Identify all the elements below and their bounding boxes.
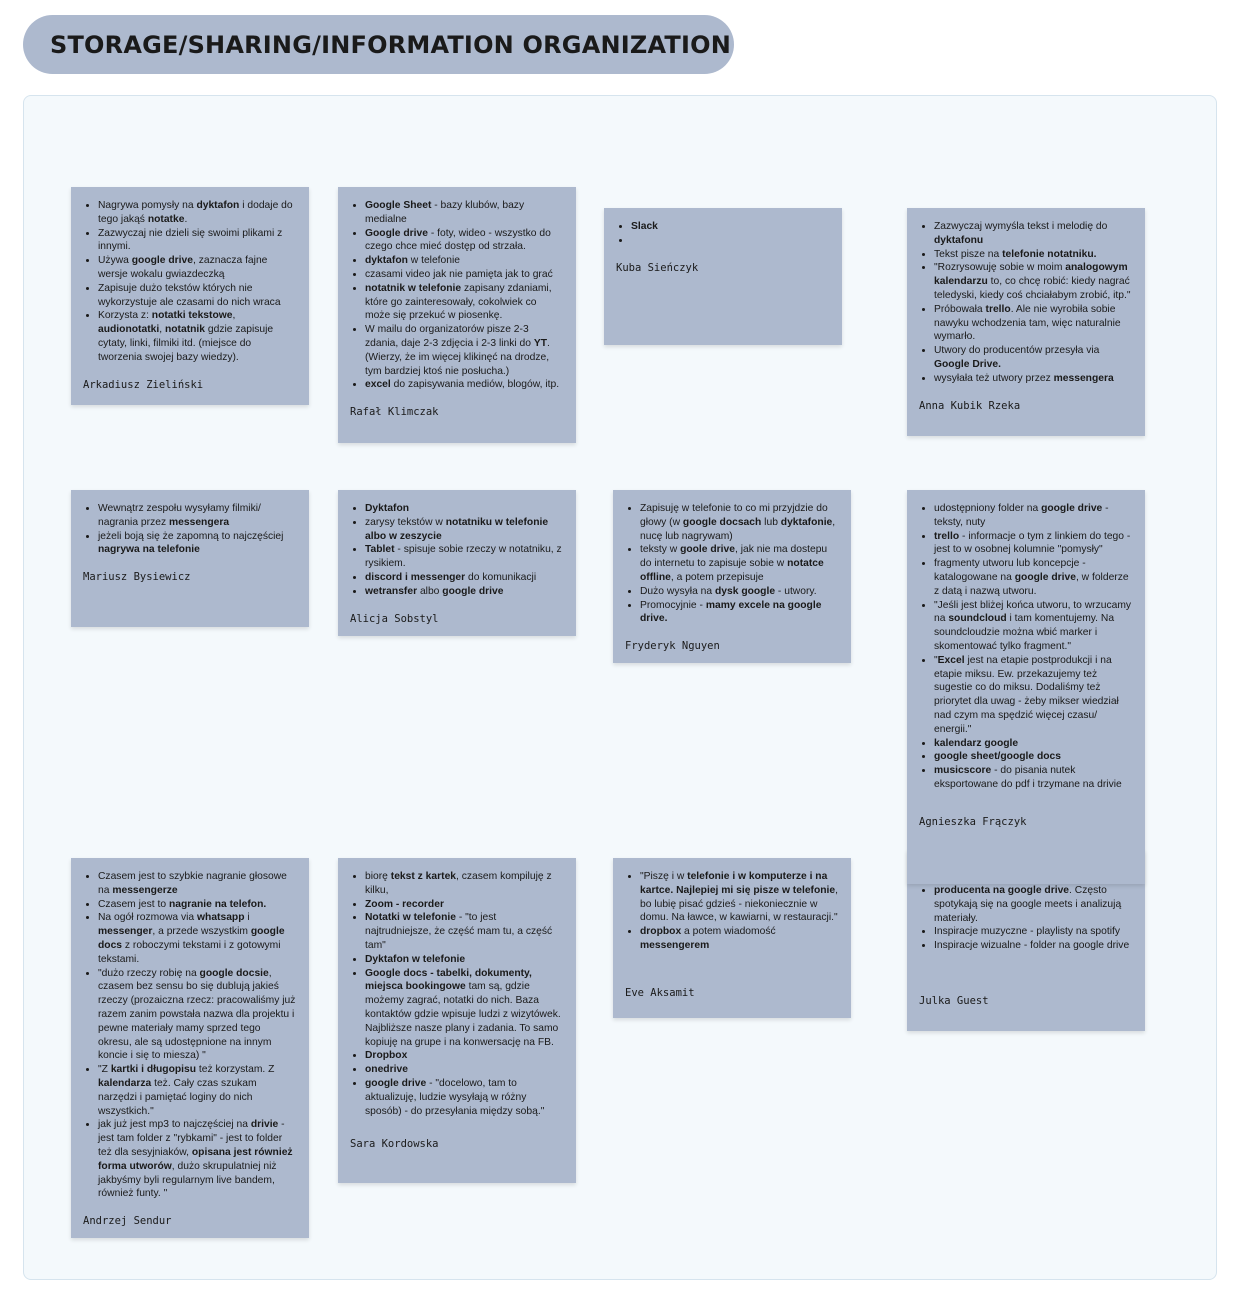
sticky-note-alicja[interactable] (338, 490, 576, 636)
sticky-note-agnieszka[interactable] (907, 490, 1145, 884)
bullet-text-bold: producenta na google drive (934, 885, 1070, 896)
bullet-text: - jest tam folder z "rybkami" - jest to folder też dla sesyjniaków, (98, 1119, 285, 1158)
note-author: Rafał Klimczak (350, 406, 439, 419)
bullet-text: Dużo wysyła na (640, 585, 715, 597)
bullet-text-bold: onedrive (365, 1064, 408, 1076)
bullet-text: - foty, wideo - wszystko do czego chce mieć dostęp od strzała. (365, 227, 551, 253)
bullet-text: tam są, gdzie możemy zagrać, notatki do nich. Baza kontaktów gdzie wpisuje ludzi z wizytówek. Najbliższe nasze plany i zadania. To samo kopiuję na grupe i na konwersację na FB. (365, 981, 561, 1048)
note-bullet (365, 268, 564, 282)
bullet-text: "Jeśli jest bliżej końca utworu, to wrzucamy na (934, 599, 1132, 625)
bullet-text-bold: google drive (442, 585, 504, 597)
note-author: Andrzej Sendur (83, 1215, 172, 1228)
bullet-text: Zazwyczaj nie dzieli się swoimi plikami z innymi. (98, 227, 283, 253)
note-list (350, 199, 564, 392)
note-bullet (98, 898, 297, 912)
bullet-text-bold: messengerem (640, 939, 710, 951)
bullet-text-bold: musicscore (934, 765, 992, 777)
bullet-text-bold: trello (934, 530, 960, 542)
bullet-text: jak już jest mp3 to najczęściej na (98, 1119, 251, 1131)
note-bullet (365, 543, 564, 571)
note-bullet (98, 530, 297, 558)
sticky-note-sara[interactable] (338, 858, 576, 1183)
bullet-text: "Piszę i w (640, 871, 688, 882)
note-bullet (98, 1063, 297, 1118)
bullet-text: gdzie zapisuje cytaty, linki, filmiki itd. (miejsce do tworzenia swojej bazy wiedzy). (98, 324, 274, 363)
note-bullet (934, 303, 1133, 344)
bullet-text: , czasem kompiluję z kilku, (365, 871, 552, 896)
bullet-text: Wewnątrz zespołu wysyłamy filmiki/ nagrania przez (98, 503, 261, 528)
bullet-text: też korzystam. Z (196, 1064, 275, 1076)
note-list (919, 884, 1133, 953)
note-bullet (934, 737, 1133, 751)
bullet-text: wysyłała też utwory przez (934, 372, 1054, 384)
note-list (350, 502, 564, 599)
bullet-text: , (232, 310, 236, 322)
bullet-text-bold: audionotatki (98, 324, 160, 336)
bullet-text-bold: trello (985, 303, 1011, 315)
note-bullet (98, 199, 297, 227)
bullet-text: udostępniony folder na (934, 503, 1042, 514)
bullet-text-bold: dyktafonu (934, 234, 984, 246)
bullet-text-bold: notatce offline (640, 558, 824, 583)
bullet-text: biorę (365, 871, 391, 882)
bullet-text-bold: dyktafon (196, 200, 240, 211)
bullet-text: - bazy klubów, bazy medialne (365, 200, 525, 225)
bullet-text-bold: Google docs - tabelki, dokumenty, miejsca bookingowe (365, 967, 532, 993)
note-bullet (365, 199, 564, 227)
note-bullet (365, 1063, 564, 1077)
bullet-text: . (184, 213, 188, 225)
bullet-text-bold: google docsie (199, 967, 269, 979)
note-bullet (365, 571, 564, 585)
bullet-text: Korzysta z: (98, 310, 152, 322)
note-bullet (365, 1049, 564, 1063)
bullet-text: - teksty, nuty (934, 503, 1109, 528)
bullet-text-bold: nagranie na telefon. (168, 898, 267, 910)
note-bullet (934, 557, 1133, 598)
note-bullet (934, 261, 1133, 302)
bullet-text: W mailu do organizatorów pisze 2-3 zdania, daje 2-3 zdjęcia i 2-3 linki do (365, 324, 534, 349)
note-bullet (640, 925, 839, 953)
bullet-text: też. Cały czas szukam narzędzi i pamiętać loginy do nich wszystkich." (98, 1077, 257, 1117)
note-bullet (365, 1077, 564, 1118)
bullet-text: do komunikacji (465, 571, 537, 583)
note-bullet (98, 911, 297, 966)
bullet-text: . (Wierzy, że im więcej klikinęć na drodze, tym bardziej ktoś nie posłucha.) (365, 337, 550, 377)
bullet-text: , jak nie ma dostepu do internetu to zapisuje sobie w (640, 544, 828, 570)
note-bullet (98, 227, 297, 255)
bullet-text: . Często spotykają się na google meets i analizują materiały. (934, 885, 1122, 924)
bullet-text: w telefonie (407, 255, 461, 267)
note-bullet (98, 870, 297, 898)
note-bullet (365, 953, 564, 967)
bullet-text-bold: google docsach (682, 516, 762, 528)
note-bullet (365, 911, 564, 952)
note-list (83, 870, 297, 1201)
sticky-note-kuba[interactable] (604, 208, 842, 345)
bullet-text: "dużo rzeczy robię na (98, 967, 200, 979)
bullet-text: jeżeli boją się że zapomną to najczęściej (98, 530, 284, 542)
note-list (350, 870, 564, 1118)
note-author: Fryderyk Nguyen (625, 640, 720, 653)
note-bullet (934, 372, 1133, 386)
bullet-text: , dużo skrupulatniej niż jakbyśmy byli regularnym live bandem, również funty. " (98, 1160, 277, 1200)
note-bullet (365, 378, 564, 392)
bullet-text: fragmenty utworu lub koncepcje - katalogowane na (934, 558, 1086, 583)
note-author: Julka Guest (919, 994, 989, 1007)
bullet-text-bold: Slack (631, 221, 658, 232)
bullet-text-bold: messengerze (112, 884, 178, 896)
bullet-text-bold: dyktafonie (780, 516, 833, 528)
note-list (83, 502, 297, 557)
bullet-text: - do pisania nutek eksportowane do pdf i trzymane na drivie (934, 765, 1122, 790)
bullet-text-bold: discord i messenger (365, 571, 466, 583)
note-bullet (365, 967, 564, 1050)
bullet-text: Czasem jest to (98, 898, 169, 910)
note-bullet (365, 898, 564, 912)
note-bullet (934, 654, 1133, 737)
bullet-text: Tekst pisze na (934, 248, 1003, 260)
bullet-text-bold: telefonie notatniku. (1002, 248, 1097, 260)
bullet-text: czasami video jak nie pamięta jak to grać (365, 268, 553, 280)
note-bullet (365, 585, 564, 599)
bullet-text: , zaznacza fajne wersje wokalu gwiazdeczką (98, 255, 268, 280)
bullet-text-bold: google docs (98, 926, 285, 951)
note-bullet (640, 870, 839, 925)
note-bullet (934, 530, 1133, 558)
bullet-text-bold: messengera (1053, 372, 1114, 384)
bullet-text-bold: Dyktafon w telefonie (365, 953, 466, 965)
note-bullet (98, 502, 297, 530)
bullet-text: " (934, 654, 938, 666)
bullet-text-bold: Excel (937, 654, 965, 666)
note-bullet (98, 309, 297, 364)
bullet-text: "Z (98, 1064, 111, 1076)
bullet-text-bold: google drive (365, 1077, 427, 1089)
bullet-text: z roboczymi tekstami i z gotowymi tekstami. (98, 939, 281, 965)
bullet-text-bold: Notatki w telefonie (365, 912, 456, 924)
bullet-text-bold: Dyktafon (365, 503, 410, 514)
bullet-text-bold: Google Sheet (365, 200, 432, 211)
note-author: Alicja Sobstyl (350, 612, 439, 625)
bullet-text-bold: Google drive (365, 227, 428, 239)
bullet-text: Używa (98, 255, 132, 267)
note-bullet (934, 925, 1133, 939)
bullet-text: Inspiracje wizualne - folder na google drive (934, 940, 1130, 952)
note-bullet (934, 248, 1133, 262)
bullet-text: Nagrywa pomysły na (98, 200, 197, 211)
bullet-text-bold: dysk google (714, 585, 776, 597)
bullet-text: - spisuje sobie rzeczy w notatniku, z rysikiem. (365, 544, 562, 570)
note-bullet (934, 344, 1133, 372)
bullet-text: Czasem jest to szybkie nagranie głosowe na (98, 871, 287, 896)
bullet-text: a potem wiadomość (681, 926, 776, 938)
note-bullet (934, 764, 1133, 792)
bullet-text-bold: Google Drive. (934, 358, 1001, 370)
note-bullet (365, 227, 564, 255)
note-bullet (640, 543, 839, 584)
bullet-text-bold: analogowym kalendarzu (934, 262, 1128, 288)
note-bullet (934, 502, 1133, 530)
bullet-text-bold: dyktafon (365, 255, 408, 267)
bullet-text: i dodaje do tego jakąś (98, 200, 293, 225)
bullet-text: Inspiracje muzyczne - playlisty na spotify (934, 926, 1120, 938)
note-bullet (98, 1118, 297, 1201)
bullet-text: Próbowała (934, 303, 986, 315)
note-bullet (934, 220, 1133, 248)
bullet-text: , a przede wszystkim (152, 926, 251, 938)
note-author: Anna Kubik Rzeka (919, 399, 1021, 412)
bullet-text-bold: notatnik (164, 324, 205, 336)
note-bullet (98, 254, 297, 282)
bullet-text: , bo lubię pisać gdzieś - niekoniecznie w domu. Na ławce, w kawiarni, w restauracji." (640, 884, 839, 924)
note-list (83, 199, 297, 365)
note-list (625, 502, 839, 626)
bullet-text-bold: google drive (1041, 503, 1103, 514)
bullet-text: , a potem przepisuje (670, 571, 764, 583)
note-bullet (365, 323, 564, 378)
note-bullet (631, 220, 830, 234)
note-bullet (365, 516, 564, 544)
bullet-text-bold: messengera (168, 516, 230, 528)
sticky-note-anna[interactable] (907, 208, 1145, 436)
bullet-text-bold: soundcloud (948, 613, 1007, 625)
note-bullet (640, 585, 839, 599)
note-bullet (98, 282, 297, 310)
bullet-text: . Ale nie wyrobiła sobie nawyku wchodzenia tam, więc naturalnie wymarło. (934, 303, 1121, 343)
bullet-text: - informacje o tym z linkiem do tego - jest to w osobnej kolumnie "pomysły" (934, 530, 1131, 556)
note-bullet (365, 870, 564, 898)
bullet-text-bold: google sheet/google docs (934, 751, 1062, 763)
bullet-text-bold: google drive (1014, 571, 1076, 583)
note-bullet (934, 750, 1133, 764)
sticky-note-andrzej[interactable] (71, 858, 309, 1238)
note-list (919, 502, 1133, 792)
bullet-text: lub (761, 516, 781, 528)
bullet-text-bold: dropbox (640, 926, 682, 938)
bullet-text: teksty w (640, 544, 681, 556)
bullet-text: to, co chcę robić: kiedy nagrać teledyski, kiedy coś chciałabym zrobić, itp." (934, 276, 1131, 301)
bullet-text: zapisany zdaniami, które go zainteresowały, cokolwiek co może się przekuć w piosenkę. (365, 282, 552, 322)
note-bullet (631, 234, 830, 248)
bullet-text-bold: excel (365, 379, 391, 391)
bullet-text: - utwory. (775, 585, 817, 597)
section-title: STORAGE/SHARING/INFORMATION ORGANIZATION (50, 30, 731, 59)
bullet-text-bold: google drive (131, 255, 193, 267)
bullet-text-bold: whatsapp (197, 912, 245, 924)
bullet-text-bold: notatnik w telefonie (365, 282, 462, 294)
bullet-text-bold: drivie (250, 1119, 279, 1131)
bullet-text: albo (417, 585, 443, 597)
note-bullet (98, 967, 297, 1064)
bullet-text-bold: kartki i długopisu (110, 1064, 197, 1076)
note-author: Mariusz Bysiewicz (83, 571, 191, 584)
note-author: Kuba Sieńczyk (616, 261, 699, 274)
bullet-text-bold: opisana jest również forma utworów (98, 1146, 293, 1172)
bullet-text-bold: mamy excele na google drive. (640, 599, 822, 625)
sticky-note-rafal[interactable] (338, 187, 576, 443)
bullet-text-bold: kalendarz google (934, 737, 1019, 749)
note-bullet (365, 502, 564, 516)
note-list (616, 220, 830, 248)
note-author: Sara Kordowska (350, 1138, 439, 1151)
bullet-text-bold: messenger (98, 926, 153, 938)
note-list (919, 220, 1133, 386)
bullet-text: , czasem bez sensu bo się dublują jakieś rzeczy (prozaiczna rzecz: pracowaliśmy już razem zanim powstała nazwa dla projektu i pewne materiały mamy sprzed tego okresu, ale są udostępnione na innym koncie i się to miesza) " (98, 967, 296, 1062)
note-author: Arkadiusz Zieliński (83, 378, 204, 391)
sticky-note-eve[interactable] (613, 858, 851, 1018)
bullet-text: do zapisywania mediów, blogów, itp. (390, 379, 560, 391)
bullet-text: Zazwyczaj wymyśla tekst i melodię do (934, 221, 1108, 232)
note-list (625, 870, 839, 953)
bullet-text-bold: nagrywa na telefonie (98, 544, 200, 556)
note-bullet (365, 282, 564, 323)
note-bullet (934, 884, 1133, 925)
bullet-text-bold: goole drive (680, 544, 735, 556)
bullet-text: i tam komentujemy. Na soundcloudzie można wbić marker i skomentować tylko fragment." (934, 613, 1115, 652)
bullet-text: , w folderze z datą i nazwą utworu. (934, 571, 1129, 597)
bullet-text-bold: Tablet (365, 544, 395, 556)
bullet-text: Utwory do producentów przesyła via (934, 345, 1100, 357)
bullet-text: Promocyjnie - (640, 599, 706, 611)
bullet-text: Zapisuję w telefonie to co mi przyjdzie do głowy (w (640, 503, 828, 528)
bullet-text-bold: tekst z kartek (390, 871, 457, 882)
bullet-text: , nucę lub nagrywam) (640, 516, 836, 542)
note-author: Eve Aksamit (625, 986, 695, 999)
sticky-note-mariusz[interactable] (71, 490, 309, 627)
bullet-text: Na ogół rozmowa via (98, 912, 198, 924)
bullet-text: - "docelowo, tam to aktualizuję, ludzie wysyłają w różny sposób) - do przesyłania między sobą." (365, 1077, 545, 1117)
bullet-text: i (244, 912, 250, 924)
bullet-text-bold: telefonie i w komputerze i na kartce. Najlepiej mi się pisze w telefonie (640, 871, 836, 896)
bullet-text-bold: Dropbox (365, 1050, 408, 1062)
bullet-text-bold: notatki tekstowe (151, 310, 233, 322)
bullet-text-bold: kalendarza (98, 1077, 152, 1089)
bullet-text: Zapisuje dużo tekstów których nie wykorzystuje ale czasami do nich wraca (98, 282, 281, 308)
note-bullet (934, 599, 1133, 654)
sticky-note-arkadiusz[interactable] (71, 187, 309, 405)
note-author: Agnieszka Frączyk (919, 815, 1027, 828)
note-bullet (640, 502, 839, 543)
bullet-text: , (159, 324, 165, 336)
bullet-text-bold: notatke (147, 213, 185, 225)
bullet-text-bold: notatniku w telefonie albo w zeszycie (365, 516, 549, 542)
note-bullet (640, 599, 839, 627)
section-title-pill (23, 15, 734, 74)
bullet-text-bold: wetransfer (365, 585, 418, 597)
bullet-text: "Rozrysowuję sobie w moim (934, 262, 1066, 274)
sticky-note-fryderyk[interactable] (613, 490, 851, 663)
bullet-text: zarysy tekstów w (365, 516, 446, 528)
bullet-text: - "to jest najtrudniejsze, że część mam tu, a część tam" (365, 912, 553, 951)
bullet-text: jest na etapie postprodukcji i na etapie miksu. Ew. przekazujemy też sugestie co do miksu. Dodaliśmy też priorytet dla uwag - żeby mikser wiedział nad czym ma spędzić więcej czasu/ energii." (934, 654, 1119, 735)
note-bullet (934, 939, 1133, 953)
note-bullet (365, 254, 564, 268)
bullet-text-bold: Zoom - recorder (365, 898, 444, 910)
bullet-text-bold: YT (533, 337, 548, 349)
